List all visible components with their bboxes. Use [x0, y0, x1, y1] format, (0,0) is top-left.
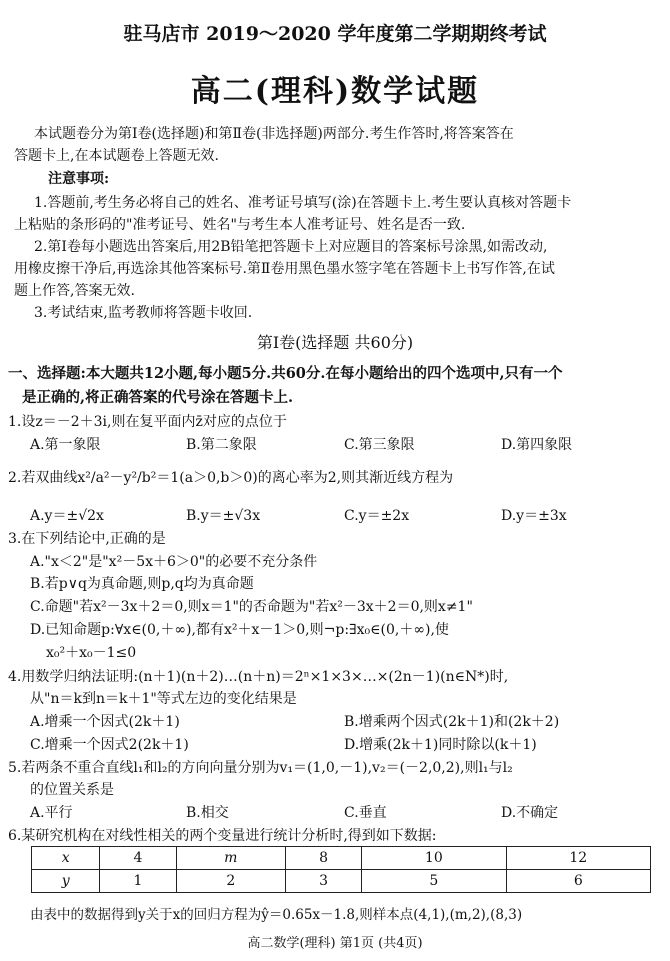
table-row [32, 870, 651, 893]
notice-item-3: 3.考试结束,监考教师将答题卡收回. [34, 305, 253, 321]
notice-item-2a: 2.第Ⅰ卷每小题选出答案后,用2B铅笔把答题卡上对应题目的答案标号涂黑,如需改动, [34, 239, 548, 255]
question-4-stem-2: 从"n＝k到n＝k＋1"等式左边的变化结果是 [30, 691, 297, 707]
page-footer: 高二数学(理科) 第1页 (共4页) [247, 936, 423, 951]
question-1-option-a: A.第一象限 [30, 437, 101, 453]
question-5-option-c: C.垂直 [344, 805, 387, 821]
question-5-stem-2: 的位置关系是 [30, 782, 114, 798]
question-5-option-b: B.相交 [186, 805, 229, 821]
question-3-option-d-line2: x₀²＋x₀－1≤0 [46, 645, 137, 661]
question-1-option-d: D.第四象限 [501, 437, 573, 453]
intro-line-1: 本试题卷分为第Ⅰ卷(选择题)和第Ⅱ卷(非选择题)两部分.考生作答时,将答案答在 [34, 126, 514, 142]
question-4-option-b: B.增乘两个因式(2k＋1)和(2k＋2) [344, 714, 560, 730]
question-2-option-a: A.y＝±√2x [30, 508, 104, 524]
table-cell: 6 [506, 870, 650, 893]
question-4-stem-1: 4.用数学归纳法证明:(n＋1)(n＋2)…(n＋n)＝2ⁿ×1×3×…×(2n－1)(n∈N*)时, [8, 669, 509, 685]
section-title: 第Ⅰ卷(选择题 共60分) [256, 333, 414, 352]
table-cell: x [32, 847, 100, 870]
table-cell: 8 [286, 847, 362, 870]
question-6-stem: 6.某研究机构在对线性相关的两个变量进行统计分析时,得到如下数据: [8, 828, 437, 844]
table-row [32, 847, 651, 870]
notice-item-1b: 上粘贴的条形码的"准考证号、姓名"与考生本人准考证号、姓名是否一致. [14, 217, 466, 233]
question-6-data-table [31, 846, 651, 893]
question-1-option-c: C.第三象限 [344, 437, 415, 453]
question-5-option-a: A.平行 [30, 805, 73, 821]
question-4-option-a: A.增乘一个因式(2k＋1) [30, 714, 180, 730]
question-3-option-a: A."x＜2"是"x²－5x＋6＞0"的必要不充分条件 [30, 554, 318, 570]
question-4-option-c: C.增乘一个因式2(2k＋1) [30, 737, 189, 753]
question-3-stem: 3.在下列结论中,正确的是 [8, 531, 166, 547]
table-cell: 5 [362, 870, 506, 893]
section-instruction-2: 是正确的,将正确答案的代号涂在答题卡上. [22, 389, 294, 406]
table-cell: y [32, 870, 100, 893]
table-cell: 1 [100, 870, 176, 893]
table-cell: 10 [362, 847, 506, 870]
question-5-stem-1: 5.若两条不重合直线l₁和l₂的方向向量分别为v₁＝(1,0,－1),v₂＝(－2,0,2),则l₁与l₂ [8, 760, 513, 776]
question-6-tail: 由表中的数据得到y关于x的回归方程为ŷ＝0.65x－1.8,则样本点(4,1),(m,2),(8,3) [30, 907, 523, 923]
exam-header-title: 驻马店市 2019～2020 学年度第二学期期终考试 [123, 23, 547, 45]
notice-item-2b: 用橡皮擦干净后,再选涂其他答案标号.第Ⅱ卷用黑色墨水签字笔在答题卡上书写作答,在试 [14, 261, 555, 277]
intro-line-2: 答题卡上,在本试题卷上答题无效. [14, 148, 219, 164]
table-cell: 2 [176, 870, 286, 893]
table-cell: 3 [286, 870, 362, 893]
notice-heading: 注意事项: [48, 171, 110, 187]
question-3-option-d-line1: D.已知命题p:∀x∈(0,＋∞),都有x²＋x－1＞0,则¬p:∃x₀∈(0,＋∞),使 [30, 622, 449, 638]
question-3-option-c: C.命题"若x²－3x＋2＝0,则x＝1"的否命题为"若x²－3x＋2＝0,则x≠1" [30, 599, 473, 615]
table-cell: m [176, 847, 286, 870]
question-1-stem: 1.设z＝－2＋3i,则在复平面内z̄对应的点位于 [8, 414, 287, 430]
question-2-option-c: C.y＝±2x [344, 508, 410, 524]
table-cell: 4 [100, 847, 176, 870]
question-5-option-d: D.不确定 [501, 805, 559, 821]
notice-item-2c: 题上作答,答案无效. [14, 283, 135, 299]
notice-item-1a: 1.答题前,考生务必将自己的姓名、准考证号填写(涂)在答题卡上.考生要认真核对答题卡 [34, 195, 572, 211]
question-2-option-d: D.y＝±3x [501, 508, 567, 524]
question-1-option-b: B.第二象限 [186, 437, 257, 453]
question-4-option-d: D.增乘(2k＋1)同时除以(k＋1) [344, 737, 537, 753]
table-cell: 12 [506, 847, 650, 870]
question-2-stem: 2.若双曲线x²/a²－y²/b²＝1(a＞0,b＞0)的离心率为2,则其渐近线方程为 [8, 470, 454, 486]
exam-subject-title: 高二(理科)数学试题 [190, 74, 480, 109]
section-instruction-1: 一、选择题:本大题共12小题,每小题5分.共60分.在每小题给出的四个选项中,只有一个 [8, 365, 563, 382]
question-3-option-b: B.若p∨q为真命题,则p,q均为真命题 [30, 576, 254, 592]
question-2-option-b: B.y＝±√3x [186, 508, 261, 524]
